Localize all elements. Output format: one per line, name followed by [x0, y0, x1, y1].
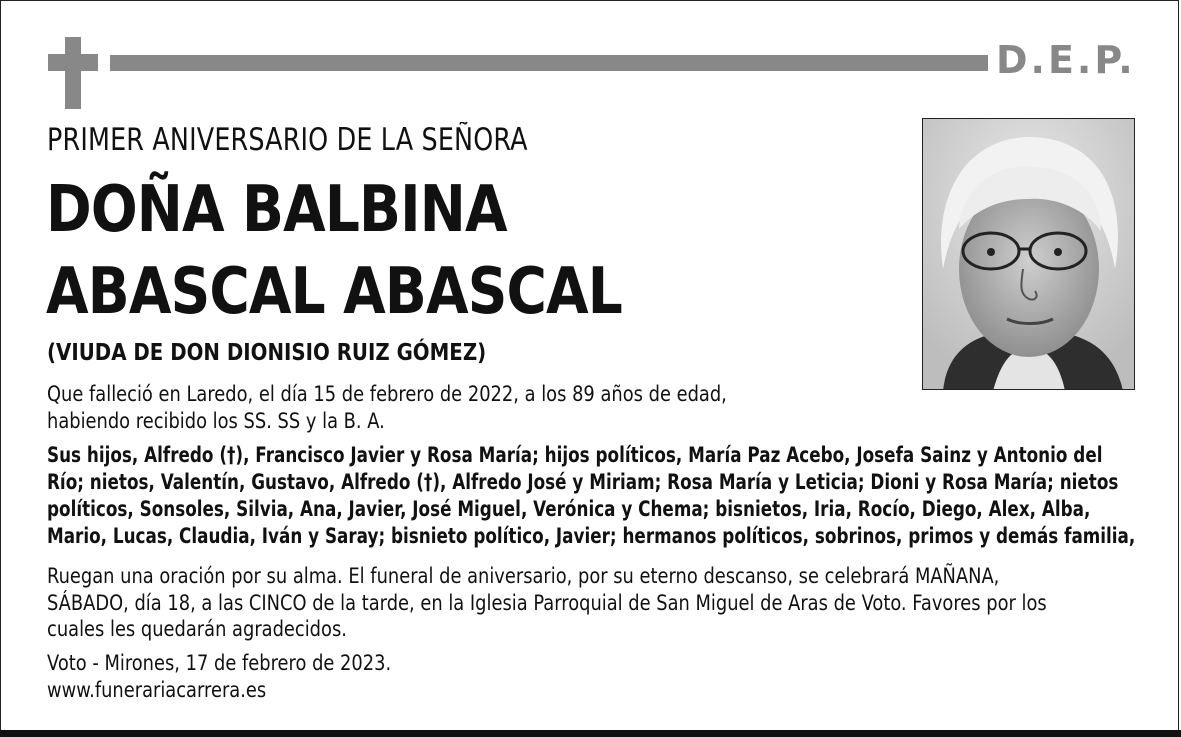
bottom-rule — [0, 730, 1181, 737]
service-line: cuales les quedarán agradecidos. — [47, 617, 347, 641]
deceased-name-line2: ABASCAL ABASCAL — [46, 255, 622, 329]
service-line: Ruegan una oración por su alma. El funeral de aniversario, por su eterno descanso, se celebrará MAÑANA, — [47, 564, 1000, 588]
portrait-icon — [923, 119, 1135, 390]
website-link[interactable]: www.funerariacarrera.es — [47, 677, 267, 702]
portrait-photo — [922, 118, 1135, 390]
family-line: políticos, Sonsoles, Silvia, Ana, Javier, José Miguel, Verónica y Chema; bisnietos, Iria, Rocío, Diego, Alex, Alba, — [47, 497, 1091, 521]
family-list — [47, 442, 1135, 550]
death-info — [47, 381, 727, 434]
service-line: SÁBADO, día 18, a las CINCO de la tarde, en la Iglesia Parroquial de San Miguel de Aras de Voto. Favores por los — [47, 590, 1047, 615]
place-date: Voto - Mirones, 17 de febrero de 2023. — [47, 651, 392, 675]
cross-icon — [65, 37, 81, 109]
death-info-line: Que falleció en Laredo, el día 15 de febrero de 2022, a los 89 años de edad, — [47, 382, 727, 406]
family-line: Río; nietos, Valentín, Gustavo, Alfredo (†), Alfredo José y Miriam; Rosa María y Leticia; Dioni y Rosa María; nietos — [47, 470, 1119, 494]
widow-of-line: (VIUDA DE DON DIONISIO RUIZ GÓMEZ) — [47, 340, 487, 366]
family-line: Mario, Lucas, Claudia, Iván y Saray; bisnieto político, Javier; hermanos políticos, sobrinos, primos y demás familia, — [47, 524, 1136, 548]
death-info-line: habiendo recibido los SS. SS y la B. A. — [47, 408, 385, 433]
footer — [47, 650, 391, 703]
dep-label: D.E.P. — [996, 38, 1136, 82]
header-rule — [110, 55, 988, 71]
deceased-name-line1: DOÑA BALBINA — [46, 173, 507, 247]
anniversary-subtitle: PRIMER ANIVERSARIO DE LA SEÑORA — [47, 122, 528, 158]
service-info — [47, 563, 1047, 643]
family-line: Sus hijos, Alfredo (†), Francisco Javier y Rosa María; hijos políticos, María Paz Acebo, Josefa Sainz y Antonio del — [47, 443, 1103, 467]
cross-icon-bar — [48, 54, 98, 71]
